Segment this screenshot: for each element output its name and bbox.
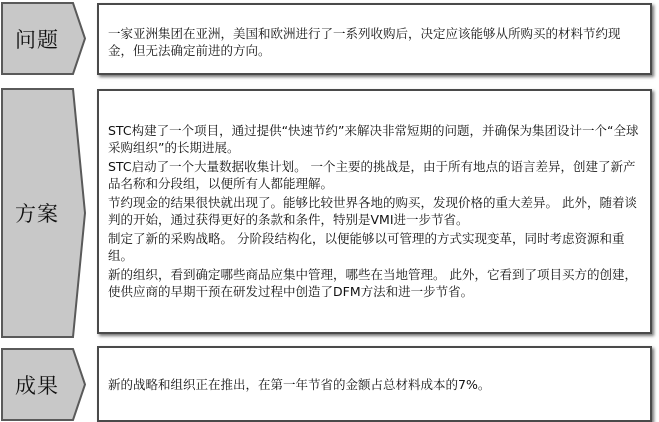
solution-box xyxy=(97,89,652,334)
solution-paragraph: 制定了新的采购战略。 分阶段结构化，以便能够以可管理的方式实现变革，同时考虑资源和重组。 xyxy=(108,231,625,263)
problem-text: 一家亚洲集团在亚洲，美国和欧洲进行了一系列收购后，决定应该能够从所购买的材料节约现金，但无法确定前进的方向。 xyxy=(108,26,621,58)
solution-paragraph: STC构建了一个项目，通过提供“快速节约”来解决非常短期的问题，并确保为集团设计一个“全球采购组织”的长期进展。 xyxy=(108,123,639,155)
solution-paragraph: 节约现金的结果很快就出现了。能够比较世界各地的购买，发现价格的重大差异。 此外，随着谈判的开始，通过获得更好的条款和条件，特别是VMI进一步节省。 xyxy=(108,195,637,227)
result-text: 新的战略和组织正在推出，在第一年节省的金额占总材料成本的7%。 xyxy=(108,376,491,392)
problem-tag-label: 问题 xyxy=(15,27,59,52)
problem-box xyxy=(97,3,652,75)
problem-tag xyxy=(1,2,86,75)
result-tag xyxy=(1,348,86,421)
solution-tag xyxy=(1,88,86,338)
solution-paragraph: 新的组织，看到确定哪些商品应集中管理，哪些在当地管理。 此外，它看到了项目买方的创建，使供应商的早期干预在研发过程中创造了DFM方法和进一步节省。 xyxy=(108,267,637,299)
result-tag-label: 成果 xyxy=(15,373,59,398)
solution-tag-label: 方案 xyxy=(15,202,59,226)
solution-paragraph: STC启动了一个大量数据收集计划。 一个主要的挑战是，由于所有地点的语言差异，创建了新产品名称和分段组，以便所有人都能理解。 xyxy=(108,159,636,191)
result-box xyxy=(97,346,652,422)
